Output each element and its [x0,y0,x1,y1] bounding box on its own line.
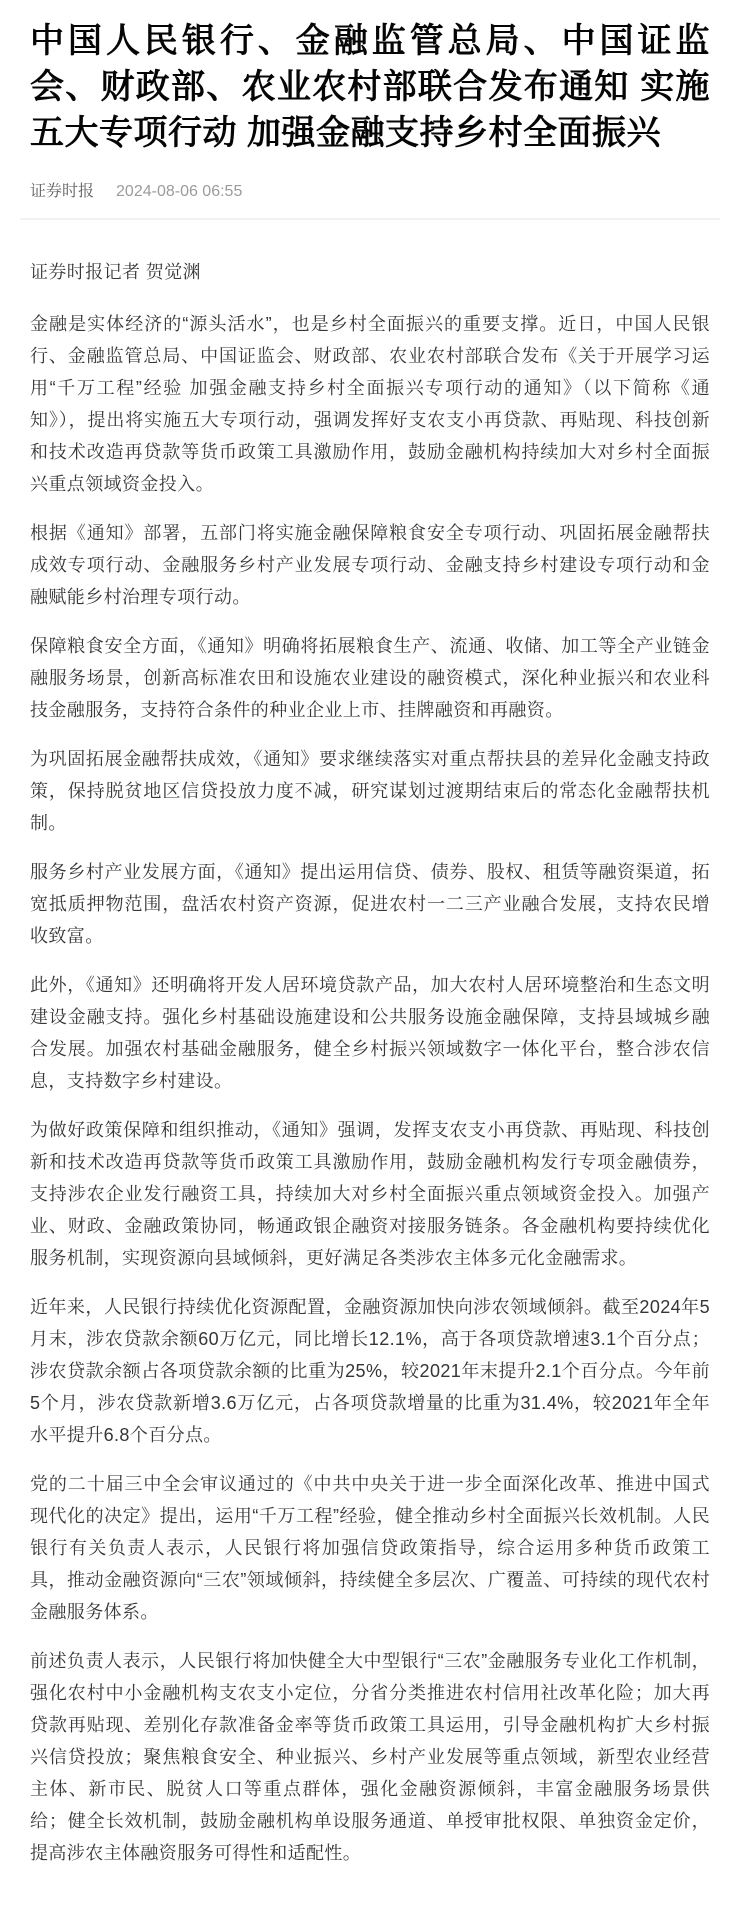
article-paragraph: 前述负责人表示，人民银行将加快健全大中型银行“三农”金融服务专业化工作机制，强化农村中小金融机构支农支小定位，分省分类推进农村信用社改革化险；加大再贷款再贴现、差别化存款准备金率等货币政策工具运用，引导金融机构扩大乡村振兴信贷投放；聚焦粮食安全、种业振兴、乡村产业发展等重点领域，新型农业经营主体、新市民、脱贫人口等重点群体，强化金融资源倾斜，丰富金融服务场景供给；健全长效机制，鼓励金融机构单设服务通道、单授审批权限、单独资金定价，提高涉农主体融资服务可得性和适配性。 [30,1651,710,1863]
publish-timestamp: 2024-08-06 06:55 [116,183,243,200]
source-name: 证券时报 [30,183,95,200]
article-paragraph: 金融是实体经济的“源头活水”，也是乡村全面振兴的重要支撑。近日，中国人民银行、金融监管总局、中国证监会、财政部、农业农村部联合发布《关于开展学习运用“千万工程”经验 加强金融支持乡村全面振兴专项行动的通知》（以下简称《通知》），提出将实施五大专项行动，强调发挥好支农支小再贷款、再贴现、科技创新和技术改造再贷款等货币政策工具激励作用，鼓励金融机构持续加大对乡村全面振兴重点领域资金投入。 [30,314,710,494]
article-paragraph: 此外，《通知》还明确将开发人居环境贷款产品，加大农村人居环境整治和生态文明建设金融支持。强化乡村基础设施建设和公共服务设施金融保障，支持县域城乡融合发展。加强农村基础金融服务，健全乡村振兴领域数字一体化平台，整合涉农信息，支持数字乡村建设。 [30,975,710,1091]
article-paragraph: 为巩固拓展金融帮扶成效，《通知》要求继续落实对重点帮扶县的差异化金融支持政策，保持脱贫地区信贷投放力度不减，研究谋划过渡期结束后的常态化金融帮扶机制。 [30,749,710,833]
article-byline: 证券时报记者 贺觉渊 [30,262,201,282]
article-meta [30,178,710,201]
article-paragraph: 根据《通知》部署，五部门将实施金融保障粮食安全专项行动、巩固拓展金融帮扶成效专项行动、金融服务乡村产业发展专项行动、金融支持乡村建设专项行动和金融赋能乡村治理专项行动。 [30,523,710,607]
article-paragraph: 为做好政策保障和组织推动，《通知》强调，发挥支农支小再贷款、再贴现、科技创新和技术改造再贷款等货币政策工具激励作用，鼓励金融机构发行专项金融债券，支持涉农企业发行融资工具，持续加大对乡村全面振兴重点领域资金投入。加强产业、财政、金融政策协同，畅通政银企融资对接服务链条。各金融机构要持续优化服务机制，实现资源向县域倾斜，更好满足各类涉农主体多元化金融需求。 [30,1120,710,1268]
article-paragraph: 服务乡村产业发展方面，《通知》提出运用信贷、债券、股权、租赁等融资渠道，拓宽抵质押物范围，盘活农村资产资源，促进农村一二三产业融合发展，支持农民增收致富。 [30,862,710,946]
article-paragraph: 近年来，人民银行持续优化资源配置，金融资源加快向涉农领域倾斜。截至2024年5月末，涉农贷款余额60万亿元，同比增长12.1%，高于各项贷款增速3.1个百分点；涉农贷款余额占各项贷款余额的比重为25%，较2021年末提升2.1个百分点。今年前5个月，涉农贷款新增3.6万亿元，占各项贷款增量的比重为31.4%，较2021年全年水平提升6.8个百分点。 [30,1297,710,1445]
header-divider [20,218,720,220]
article-paragraph: 党的二十届三中全会审议通过的《中共中央关于进一步全面深化改革、推进中国式现代化的决定》提出，运用“千万工程”经验，健全推动乡村全面振兴长效机制。人民银行有关负责人表示，人民银行将加强信贷政策指导，综合运用多种货币政策工具，推动金融资源向“三农”领域倾斜，持续健全多层次、广覆盖、可持续的现代农村金融服务体系。 [30,1474,710,1622]
page-title: 中国人民银行、金融监管总局、中国证监会、财政部、农业农村部联合发布通知 实施五大专项行动 加强金融支持乡村全面振兴 [30,22,710,152]
article-paragraph: 保障粮食安全方面，《通知》明确将拓展粮食生产、流通、收储、加工等全产业链金融服务场景，创新高标准农田和设施农业建设的融资模式，深化种业振兴和农业科技金融服务，支持符合条件的种业企业上市、挂牌融资和再融资。 [30,636,710,720]
